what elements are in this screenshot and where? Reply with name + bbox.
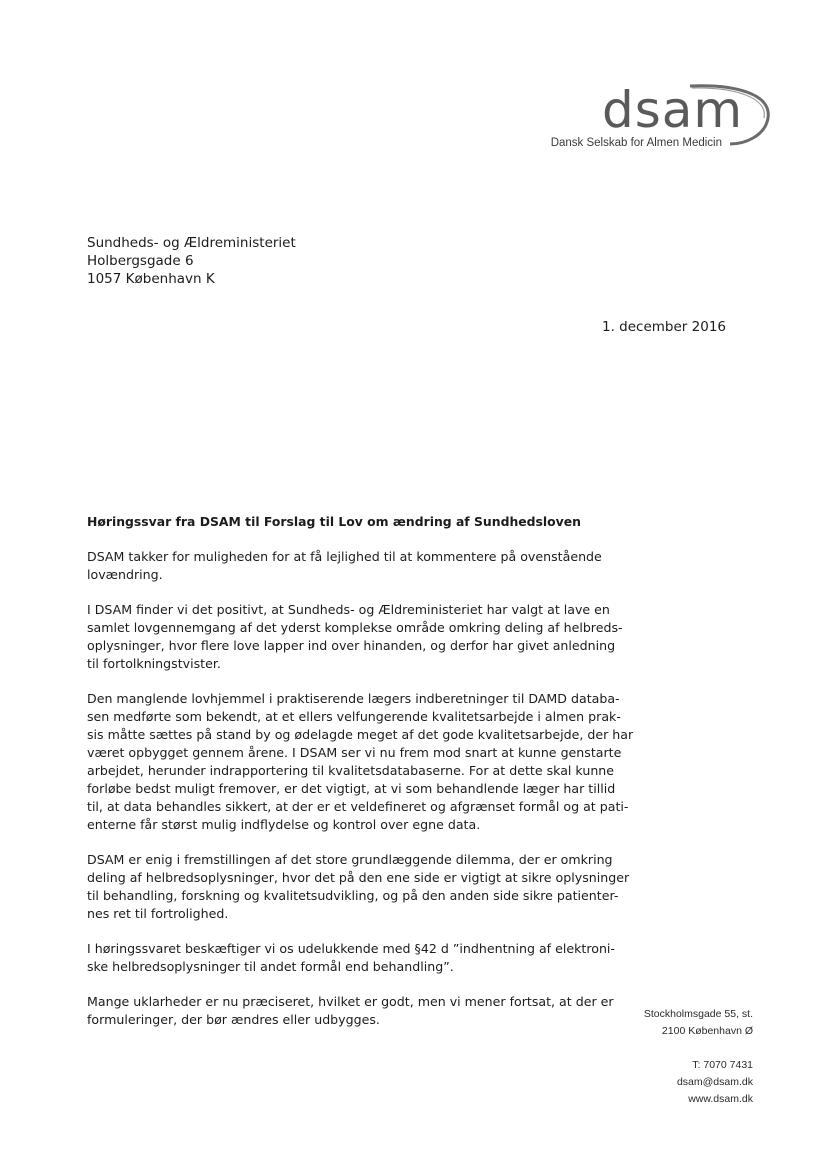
recipient-line: Holbergsgade 6 <box>87 253 194 269</box>
recipient-line: Sundheds- og Ældreministeriet <box>87 235 296 251</box>
paragraph-line: DSAM takker for muligheden for at få lejlighed til at kommentere på ovenstående <box>87 549 602 564</box>
paragraph-line: nes ret til fortrolighed. <box>87 906 229 921</box>
paragraph-line: arbejdet, herunder indrapportering til kvalitetsdatabaserne. For at dette skal kunne <box>87 763 615 778</box>
contact-street: Stockholmsgade 55, st. <box>643 1008 753 1020</box>
paragraph-line: DSAM er enig i fremstillingen af det store grundlæggende dilemma, der er omkring <box>87 852 613 867</box>
paragraph-line: I DSAM finder vi det positivt, at Sundheds- og Ældreministeriet har valgt at lave en <box>87 602 610 617</box>
letter-paragraph <box>87 601 623 673</box>
paragraph-line: enterne får størst mulig indflydelse og kontrol over egne data. <box>87 817 481 832</box>
paragraph-line: deling af helbredsoplysninger, hvor det på den ene side er vigtigt at sikre oplysninger <box>87 870 630 885</box>
letter-date: 1. december 2016 <box>602 319 726 335</box>
paragraph-line: til behandling, forskning og kvalitetsudvikling, og på den anden side sikre patienter- <box>87 888 619 903</box>
paragraph-line: ske helbredsoplysninger til andet formål end behandling”. <box>87 959 454 974</box>
paragraph-line: til, at data behandles sikkert, at der er et veldefineret og afgrænset formål og at pati- <box>87 799 629 814</box>
paragraph-line: Den manglende lovhjemmel i praktiserende lægers indberetninger til DAMD databa- <box>87 691 620 706</box>
letter-paragraphs <box>87 548 634 1029</box>
paragraph-line: sen medførte som bekendt, at et ellers velfungerende kvalitetsarbejde i almen prak- <box>87 709 621 724</box>
letter-subject: Høringssvar fra DSAM til Forslag til Lov om ændring af Sundhedsloven <box>87 514 581 529</box>
dsam-logo <box>540 81 772 154</box>
logo-tagline: Dansk Selskab for Almen Medicin <box>550 137 722 149</box>
paragraph-line: oplysninger, hvor flere love lapper ind over hinanden, og derfor har givet anledning <box>87 638 616 653</box>
letter-paragraph <box>87 993 614 1029</box>
letter-body <box>87 513 634 1046</box>
paragraph-line: lovændring. <box>87 567 163 582</box>
paragraph-line: været opbygget gennem årene. I DSAM ser vi nu frem mod snart at kunne genstarte <box>87 745 622 760</box>
paragraph-line: forløbe bedst muligt fremover, er det vigtigt, at vi som behandlende læger har tillid <box>87 781 616 796</box>
paragraph-line: I høringssvaret beskæftiger vi os udelukkende med §42 d ”indhentning af elektroni- <box>87 941 615 956</box>
paragraph-line: formuleringer, der bør ændres eller udbygges. <box>87 1012 380 1027</box>
letter-paragraph <box>87 851 630 923</box>
recipient-line: 1057 København K <box>87 271 215 287</box>
letter-paragraph <box>87 548 602 584</box>
contact-email: dsam@dsam.dk <box>676 1076 753 1088</box>
contact-city: 2100 København Ø <box>661 1025 753 1037</box>
paragraph-line: samlet lovgennemgang af det yderst komplekse område omkring deling af helbreds- <box>87 620 623 635</box>
logo-wordmark: dsam <box>602 81 744 139</box>
paragraph-line: til fortolkningstvister. <box>87 656 221 671</box>
sender-contact <box>644 1006 753 1108</box>
contact-web: www.dsam.dk <box>688 1093 753 1105</box>
paragraph-line: Mange uklarheder er nu præciseret, hvilket er godt, men vi mener fortsat, at der er <box>87 994 614 1009</box>
letter-paragraph <box>87 690 634 834</box>
recipient-address <box>87 234 296 288</box>
letter-paragraph <box>87 940 615 976</box>
paragraph-line: sis måtte sættes på stand by og ødelagde meget af det gode kvalitetsarbejde, der har <box>87 727 634 742</box>
contact-phone: T: 7070 7431 <box>692 1059 753 1071</box>
